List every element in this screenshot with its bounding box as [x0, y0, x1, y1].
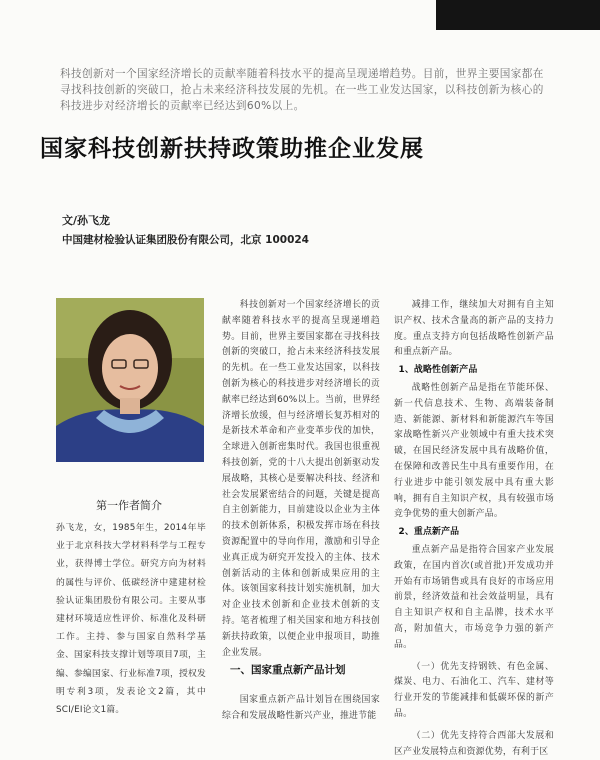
list-item-1: （一）优先支持钢铁、有色金属、煤炭、电力、石油化工、汽车、建材等行业开发的节能减排和低碳环保的新产品。 [394, 661, 554, 719]
author-bio: 孙飞龙，女，1985年生，2014年毕业于北京科技大学材料科学与工程专业，获得博士学位。研究方向为材料的属性与评价、低碳经济中建建材检验认证集团股份有限公司。主要从事建材环境适应性评价、标准化及科研工作。主持、参与国家自然科学基金、国家科技支撑计划等项目7项，主编、参编国家、行业标准7项，授权发明专利3项，发表论文2篇，其中SCI/EI论文1篇。 [56, 523, 206, 716]
col3-intro: 减排工作，继续加大对拥有自主知识产权、技术含量高的新产品的支持力度。重点支持方向包括战略性创新产品和重点新产品。 [394, 300, 554, 358]
list-item-2: （二）优先支持符合西部大发展和区产业发展特点和资源优势，有利于区 [394, 730, 554, 757]
author-photo [56, 298, 204, 462]
section-heading-1: 一、国家重点新产品计划 [230, 664, 346, 676]
subsection-2-text: 重点新产品是指符合国家产业发展政策，在国内首次(或首批)开发成功并开始有市场销售或具有良好的市场应用前景，经济效益和社会效益明显，具有自主知识产权和自主品牌，技术水平高，附加值大，市场竞争力强的新产品。 [394, 544, 554, 650]
corner-tab [436, 0, 600, 30]
body-column-2: 科技创新对一个国家经济增长的贡献率随着科技水平的提高呈现递增趋势。目前，世界主要国家都在寻找科技创新的突破口，抢占未来经济科技发展的先机。在一些工业发达国家，以科技创新为核心的科技进步对经济增长的贡献率已经达到60%以上。当前，世界经济增长放缓，但与经济增长复苏相对的是新技术革命和产业变革步伐的加快，全球进入创新密集时代。我国也很重视科技创新，党的十八大提出创新驱动发展战略，其核心是要解决科技、经济和社会发展紧密结合的问题，关键是提高自主创新能力，目前建设以企业为主体的技术创新体系，积极发挥市场在科技资源配置中的导向作用，激励和引导企业真正成为研究开发投入的主体、技术创新活动的主体和创新成果应用的主体。该领国家科技计划实施机制，加大对企业技术创新和企业技术创新的支持。笔者梳理了相关国家和地方科技创新扶持政策，以便企业申报项目，助推企业发展。 [222, 300, 380, 658]
subheading-2: 2、重点新产品 [398, 527, 460, 538]
affiliation: 中国建材检验认证集团股份有限公司，北京 100024 [62, 234, 309, 246]
bio-heading: 第一作者简介 [96, 499, 162, 512]
subheading-1: 1、战略性创新产品 [398, 365, 478, 376]
subsection-1-text: 战略性创新产品是指在节能环保、新一代信息技术、生物、高端装备制造、新能源、新材料和新能源汽车等国家战略性新兴产业领域中有重大技术突破，在国民经济发展中具有战略价值，在保障和改善民生中具有重要作用，在行业进步中能引领发展中具有重大影响，拥有自主知识产权，具有较强市场竞争优势的重大创新产品。 [394, 382, 554, 520]
author-portrait-image [56, 298, 204, 462]
article-title: 国家科技创新扶持政策助推企业发展 [40, 136, 424, 162]
body-column-2-continued: 国家重点新产品计划旨在围绕国家综合和发展战略性新兴产业，推进节能 [222, 695, 380, 721]
body-column-3 [394, 298, 554, 760]
abstract: 科技创新对一个国家经济增长的贡献率随着科技水平的提高呈现递增趋势。目前，世界主要国家都在寻找科技创新的突破口，抢占未来经济科技发展的先机。在一些工业发达国家，以科技创新为核心的科技进步对经济增长的贡献率已经达到60%以上。 [60, 68, 544, 112]
byline: 文/孙飞龙 [62, 214, 111, 227]
